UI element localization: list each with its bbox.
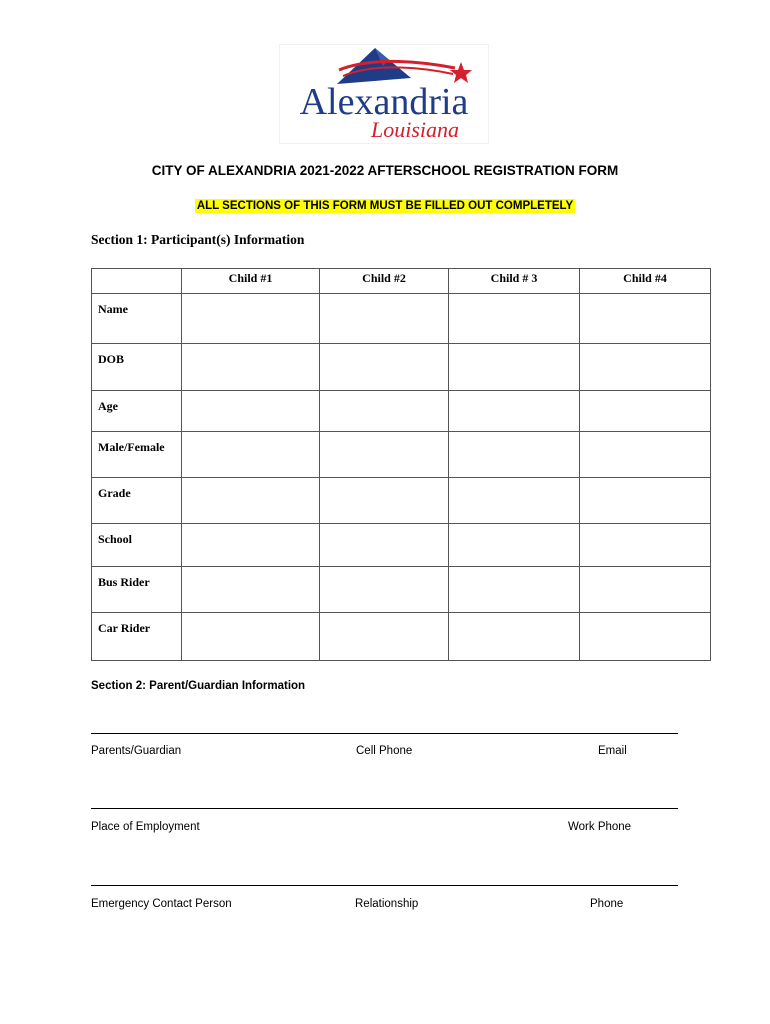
emergency-entry-line[interactable] bbox=[91, 885, 678, 886]
car-rider-child-3-cell[interactable] bbox=[449, 613, 580, 661]
employment-entry-line[interactable] bbox=[91, 808, 678, 809]
row-label-age: Age bbox=[92, 391, 182, 432]
bus-rider-child-1-cell[interactable] bbox=[182, 567, 320, 613]
guardian-label: Parents/Guardian bbox=[91, 745, 182, 757]
gender-child-1-cell[interactable] bbox=[182, 432, 320, 478]
row-label-car-rider: Car Rider bbox=[92, 613, 182, 661]
name-child-4-cell[interactable] bbox=[580, 294, 711, 344]
car-rider-child-4-cell[interactable] bbox=[580, 613, 711, 661]
grade-child-2-cell[interactable] bbox=[320, 478, 449, 524]
emergency-contact-label: Emergency Contact Person bbox=[91, 898, 232, 910]
school-child-2-cell[interactable] bbox=[320, 524, 449, 567]
email-label: Email bbox=[598, 745, 627, 757]
name-child-1-cell[interactable] bbox=[182, 294, 320, 344]
school-child-1-cell[interactable] bbox=[182, 524, 320, 567]
alexandria-logo bbox=[279, 44, 489, 144]
grade-child-4-cell[interactable] bbox=[580, 478, 711, 524]
logo-wordmark: Alexandria bbox=[299, 81, 469, 123]
row-label-dob: DOB bbox=[92, 344, 182, 391]
age-child-3-cell[interactable] bbox=[449, 391, 580, 432]
dob-child-2-cell[interactable] bbox=[320, 344, 449, 391]
bus-rider-child-3-cell[interactable] bbox=[449, 567, 580, 613]
age-child-4-cell[interactable] bbox=[580, 391, 711, 432]
header-blank bbox=[92, 269, 182, 294]
logo-subwordmark: Louisiana bbox=[370, 117, 460, 142]
car-rider-child-1-cell[interactable] bbox=[182, 613, 320, 661]
dob-child-1-cell[interactable] bbox=[182, 344, 320, 391]
bus-rider-child-4-cell[interactable] bbox=[580, 567, 711, 613]
participant-table bbox=[91, 268, 711, 661]
car-rider-child-2-cell[interactable] bbox=[320, 613, 449, 661]
school-child-3-cell[interactable] bbox=[449, 524, 580, 567]
row-label-name: Name bbox=[92, 294, 182, 344]
guardian-entry-line[interactable] bbox=[91, 733, 678, 734]
age-child-1-cell[interactable] bbox=[182, 391, 320, 432]
header-child-1: Child #1 bbox=[182, 269, 320, 294]
cell-phone-label: Cell Phone bbox=[356, 745, 413, 757]
employment-label: Place of Employment bbox=[91, 821, 200, 833]
form-title: CITY OF ALEXANDRIA 2021-2022 AFTERSCHOOL REGISTRATION FORM bbox=[151, 163, 619, 178]
name-child-3-cell[interactable] bbox=[449, 294, 580, 344]
dob-child-4-cell[interactable] bbox=[580, 344, 711, 391]
work-phone-label: Work Phone bbox=[568, 821, 632, 833]
phone-label: Phone bbox=[590, 898, 624, 910]
section2-heading: Section 2: Parent/Guardian Information bbox=[91, 680, 306, 692]
gender-child-2-cell[interactable] bbox=[320, 432, 449, 478]
header-child-3: Child # 3 bbox=[449, 269, 580, 294]
dob-child-3-cell[interactable] bbox=[449, 344, 580, 391]
gender-child-3-cell[interactable] bbox=[449, 432, 580, 478]
grade-child-1-cell[interactable] bbox=[182, 478, 320, 524]
name-child-2-cell[interactable] bbox=[320, 294, 449, 344]
relationship-label: Relationship bbox=[355, 898, 419, 910]
section1-heading: Section 1: Participant(s) Information bbox=[91, 232, 305, 247]
gender-child-4-cell[interactable] bbox=[580, 432, 711, 478]
row-label-grade: Grade bbox=[92, 478, 182, 524]
age-child-2-cell[interactable] bbox=[320, 391, 449, 432]
completion-notice: ALL SECTIONS OF THIS FORM MUST BE FILLED OUT COMPLETELY bbox=[196, 200, 574, 212]
row-label-gender: Male/Female bbox=[92, 432, 182, 478]
bus-rider-child-2-cell[interactable] bbox=[320, 567, 449, 613]
row-label-bus-rider: Bus Rider bbox=[92, 567, 182, 613]
header-child-4: Child #4 bbox=[580, 269, 711, 294]
header-child-2: Child #2 bbox=[320, 269, 449, 294]
grade-child-3-cell[interactable] bbox=[449, 478, 580, 524]
school-child-4-cell[interactable] bbox=[580, 524, 711, 567]
row-label-school: School bbox=[92, 524, 182, 567]
